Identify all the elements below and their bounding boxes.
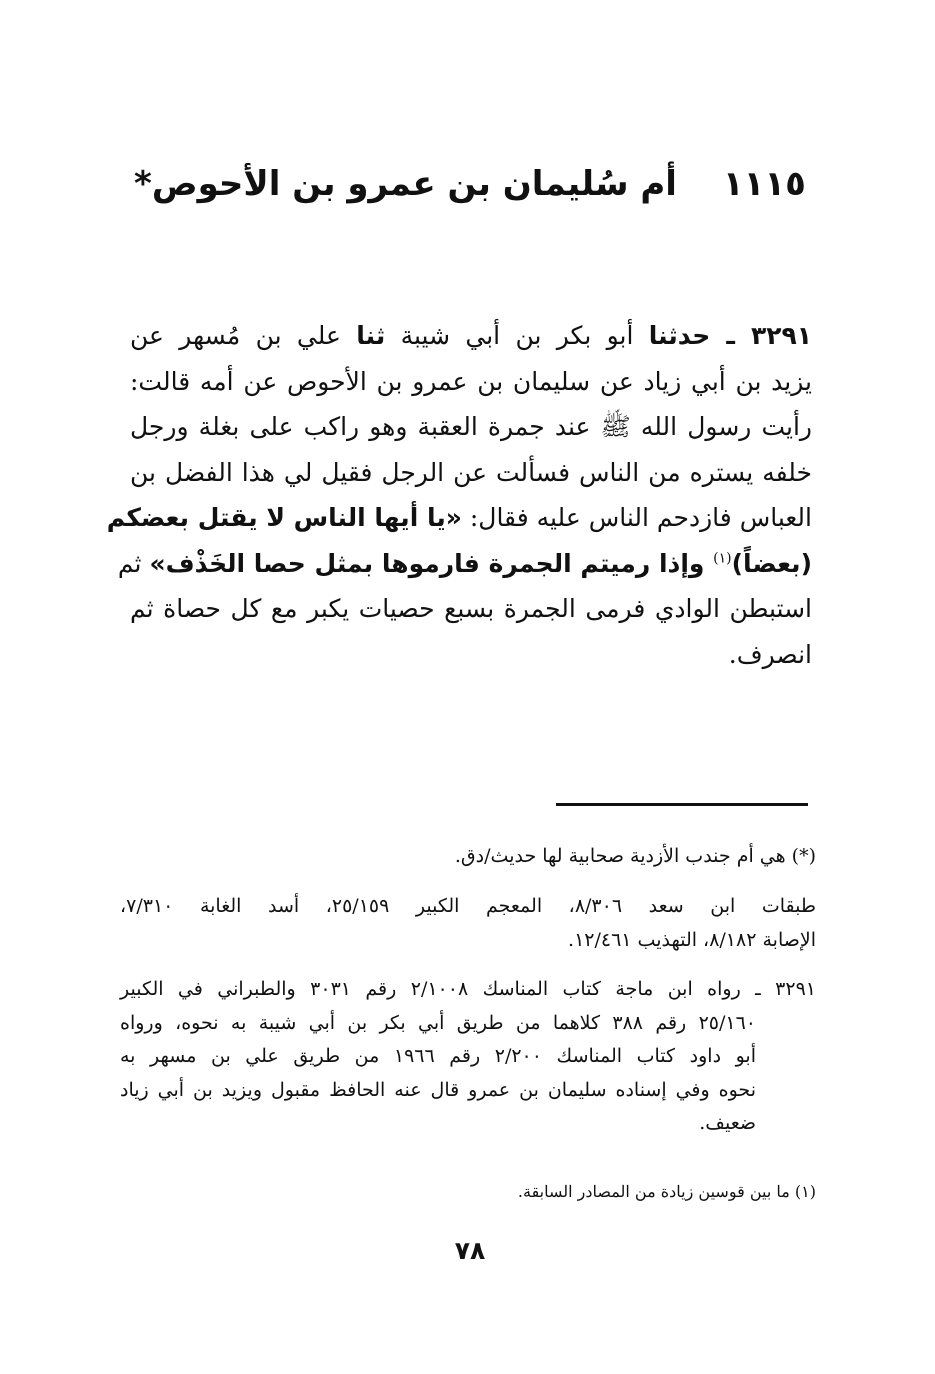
page-number: ٧٨: [454, 1236, 486, 1265]
chapter-title: [130, 160, 810, 208]
hadith-line: استبطن الوادي فرمى الجمرة بسبع حصيات يكبر مع كل حصاة ثم: [130, 594, 812, 623]
hadith-line: انصرف.: [728, 639, 812, 669]
hadith-line: يزيد بن أبي زياد عن سليمان بن عمرو بن الأحوص عن أمه قالت:: [130, 366, 812, 396]
hadith-number: ٣٢٩١ ـ: [710, 321, 813, 350]
footnote-sources: طبقات ابن سعد ٨/٣٠٦، المعجم الكبير ٢٥/١٥٩، أسد الغابة ٧/٣١٠، الإصابة ٨/١٨٢، التهذيب ١٢/٤٦١.: [120, 895, 816, 951]
hadith-line: ٣٢٩١ ـ حدثنا أبو بكر بن أبي شيبة ثنا علي بن مُسهر عن: [130, 321, 813, 350]
footnote-takhrij: ٣٢٩١ ـ رواه ابن ماجة كتاب المناسك ٢/١٠٠٨ رقم ٣٠٣١ والطبراني في الكبير ٢٥/١٦٠ رقم ٣٨٨ كلاهما من طريق أبي بكر بن أبي شيبة به نحوه، ورواه أبو داود كتاب المناسك ٢/٢٠٠ رقم ١٩٦٦ من طريق علي بن مسهر به نحوه وفي إسناده سليمان بن عمرو قال عنه الحافظ مقبول ويزيد بن أبي زياد ضعيف.: [120, 978, 816, 1134]
hadith-line: العباس فازدحم الناس عليه فقال: «يا أيها الناس لا يقتل بعضكم: [106, 503, 812, 532]
hadith-text: [106, 313, 813, 677]
footnote-1: (١) ما بين قوسين زيادة من المصادر السابقة.: [517, 1182, 816, 1201]
hadith-line: (بعضاً)$^{(١)}$ وإذا رميتم الجمرة فارموها بمثل حصا الخَذْف» ثم: [117, 548, 812, 578]
chapter-name: أم سُليمان بن عمرو بن الأحوص*: [134, 164, 677, 204]
chapter-number: ١١١٥: [722, 164, 806, 204]
footnote-divider: [556, 803, 808, 806]
hadith-line: خلفه يستره من الناس فسألت عن الرجل فقيل لي هذا الفضل بن: [130, 457, 812, 487]
hadith-line: رأيت رسول الله ﷺ عند جمرة العقبة وهو راكب على بغلة ورجل: [130, 412, 812, 441]
footnote-ref: (١): [713, 550, 732, 567]
footnote-star: (*) هي أم جندب الأزدية صحابية لها حديث/دق.: [454, 845, 816, 867]
